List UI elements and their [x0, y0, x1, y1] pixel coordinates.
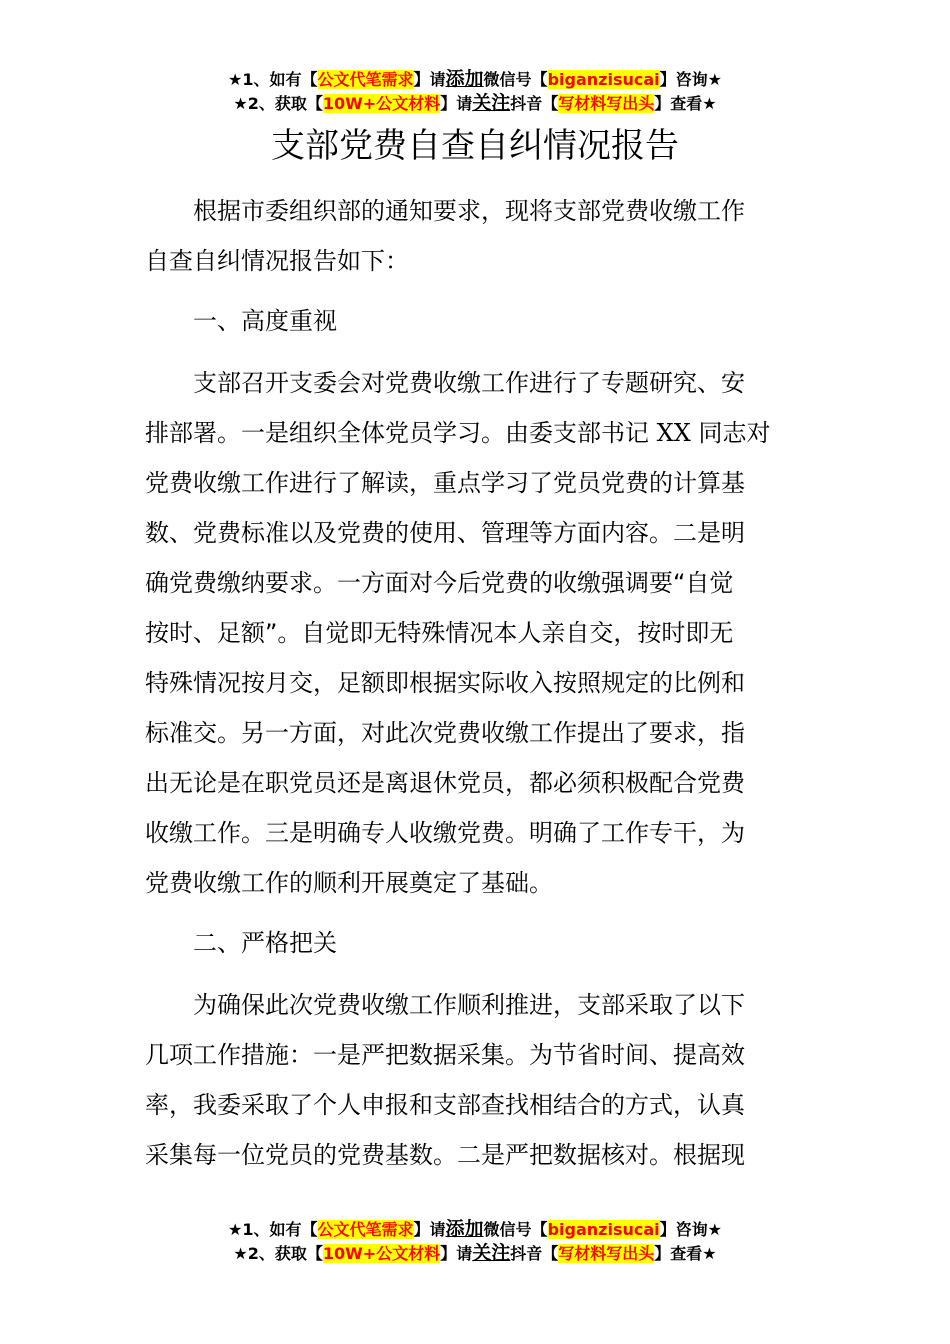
text-segment: 排部署。一是组织全体党员学习。由委支部书记 [145, 419, 649, 447]
promo-text: 】请 [413, 1220, 446, 1239]
promo-highlight: 10W+公文材料 [322, 94, 441, 113]
promo-underline: 添加 [445, 68, 484, 90]
text-segment: 同志对 [698, 419, 771, 447]
document-title: 支部党费自查自纠情况报告 [271, 126, 679, 166]
text-line: 数、党费标准以及党费的使用、管理等方面内容。二是明 [145, 519, 745, 547]
promo-underline: 关注 [472, 92, 511, 114]
text-line: 按时、足额”。自觉即无特殊情况本人亲自交，按时即无 [145, 619, 734, 647]
promo-banner-top [0, 67, 950, 115]
promo-text: ★2、获取【 [233, 94, 323, 113]
text-line: 标准交。另一方面，对此次党费收缴工作提出了要求，指 [145, 719, 745, 747]
promo-text: 抖音【 [510, 94, 559, 113]
section-heading-2: 二、严格把关 [193, 929, 337, 957]
promo-highlight: 写材料写出头 [558, 1244, 655, 1263]
promo-text: 微信号【 [483, 1220, 548, 1239]
promo-highlight: 写材料写出头 [558, 94, 655, 113]
promo-line-2 [0, 91, 950, 115]
promo-highlight: 10W+公文材料 [322, 1244, 441, 1263]
placeholder-name: XX [656, 419, 691, 447]
section-1-paragraph [145, 358, 807, 908]
promo-text: 微信号【 [483, 70, 548, 89]
text-line: 几项工作措施：一是严把数据采集。为节省时间、提高效 [145, 1041, 745, 1069]
promo-text: 】查看★ [654, 94, 717, 113]
intro-paragraph [145, 186, 807, 286]
text-line: 支部召开支委会对党费收缴工作进行了专题研究、安 [193, 369, 745, 397]
text-line: 特殊情况按月交，足额即根据实际收入按照规定的比例和 [145, 669, 745, 697]
promo-line-1 [0, 1217, 950, 1241]
promo-highlight: 公文代笔需求 [317, 1220, 414, 1239]
promo-text: ★1、如有【 [228, 70, 318, 89]
text-line: 自查自纠情况报告如下： [145, 247, 409, 275]
promo-underline: 关注 [472, 1242, 511, 1264]
promo-text: 】请 [440, 1244, 473, 1263]
promo-line-1 [0, 67, 950, 91]
promo-text: 】请 [440, 94, 473, 113]
promo-text: ★2、获取【 [233, 1244, 323, 1263]
promo-text: 】咨询★ [659, 70, 722, 89]
promo-line-2 [0, 1241, 950, 1265]
text-line: 采集每一位党员的党费基数。二是严把数据核对。根据现 [145, 1141, 745, 1169]
text-line: 党费收缴工作的顺利开展奠定了基础。 [145, 869, 553, 897]
text-line: 为确保此次党费收缴工作顺利推进，支部采取了以下 [193, 991, 745, 1019]
text-line: 率，我委采取了个人申报和支部查找相结合的方式，认真 [145, 1091, 745, 1119]
section-2-paragraph [145, 980, 807, 1180]
promo-text: 】查看★ [654, 1244, 717, 1263]
text-line: 根据市委组织部的通知要求，现将支部党费收缴工作 [193, 197, 745, 225]
promo-highlight: 公文代笔需求 [317, 70, 414, 89]
text-line: 出无论是在职党员还是离退休党员，都必须积极配合党费 [145, 769, 745, 797]
text-line [145, 408, 807, 458]
text-line: 收缴工作。三是明确专人收缴党费。明确了工作专干，为 [145, 819, 745, 847]
text-line: 党费收缴工作进行了解读，重点学习了党员党费的计算基 [145, 469, 745, 497]
promo-text: 】请 [413, 70, 446, 89]
promo-text: ★1、如有【 [228, 1220, 318, 1239]
promo-highlight: biganzisucai [547, 1220, 660, 1239]
promo-banner-bottom [0, 1217, 950, 1265]
promo-highlight: biganzisucai [547, 70, 660, 89]
promo-text: 抖音【 [510, 1244, 559, 1263]
section-heading-1: 一、高度重视 [193, 307, 337, 335]
promo-underline: 添加 [445, 1218, 484, 1240]
text-line: 确党费缴纳要求。一方面对今后党费的收缴强调要“自觉 [145, 569, 734, 597]
promo-text: 】咨询★ [659, 1220, 722, 1239]
